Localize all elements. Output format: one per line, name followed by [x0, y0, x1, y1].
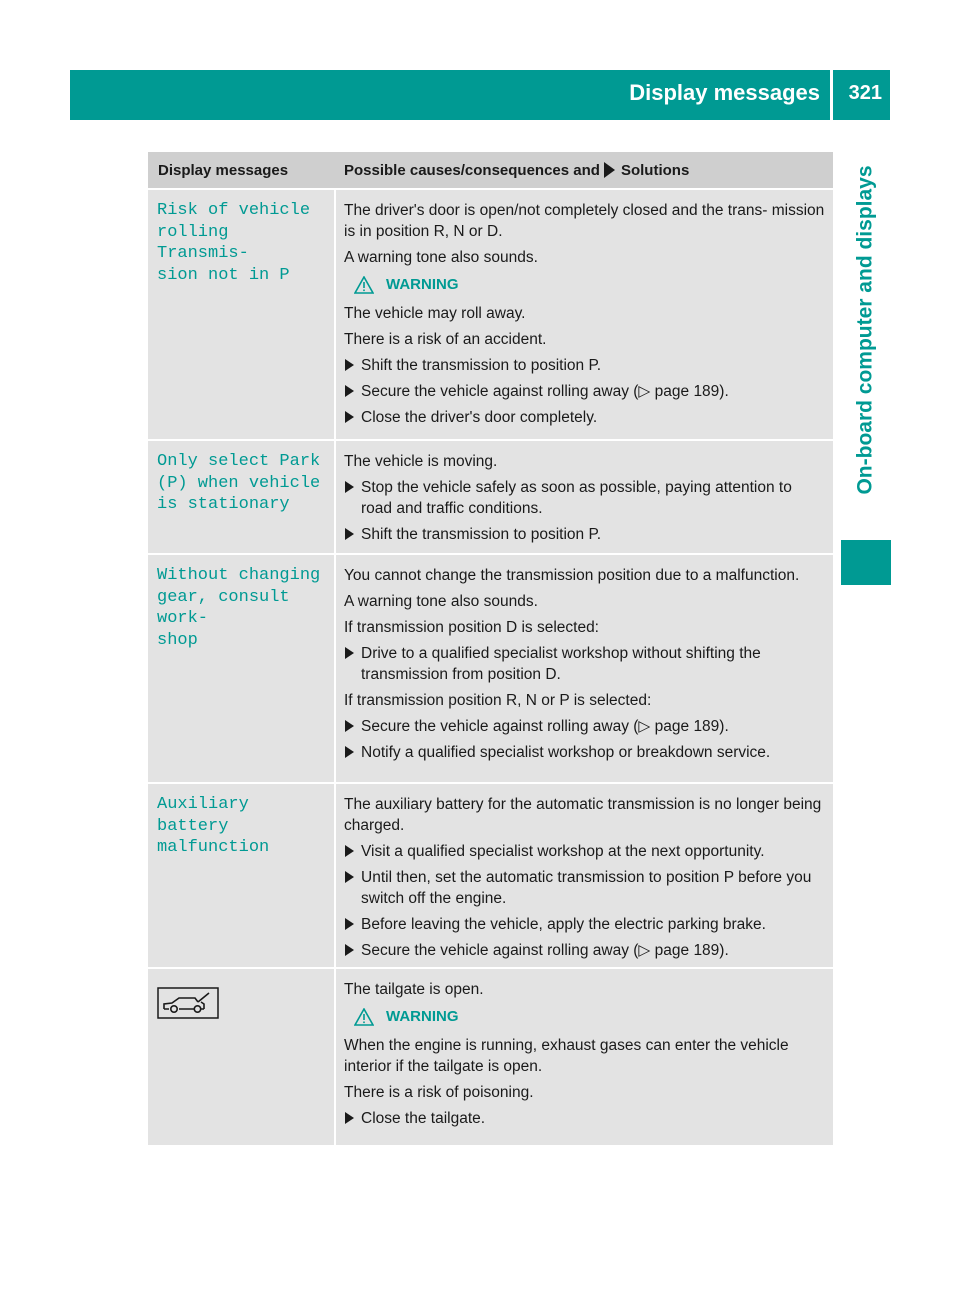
message-cell — [148, 784, 334, 967]
step-arrow-icon — [345, 647, 354, 659]
instruction-step: Notify a qualified specialist workshop or breakdown service. — [344, 742, 827, 763]
page-number: 321 — [848, 82, 882, 104]
page-title: Display messages — [629, 80, 820, 105]
header-divider — [830, 70, 833, 120]
side-tab — [841, 120, 891, 540]
cause-text: If transmission position R, N or P is selected: — [344, 692, 652, 709]
cause-text: The vehicle is moving. — [344, 453, 498, 470]
cause-text: A warning tone also sounds. — [344, 249, 538, 266]
instruction-step: Close the tailgate. — [344, 1108, 827, 1129]
step-arrow-icon — [345, 411, 354, 423]
solution-cell — [336, 784, 833, 967]
display-message-text: Risk of vehicle rolling Transmis‐ sion not in P — [157, 201, 311, 285]
cause-text: A warning tone also sounds. — [344, 593, 538, 610]
message-cell — [148, 190, 334, 439]
display-message-text: Only select Park (P) when vehicle is stationary — [157, 452, 321, 514]
header-bar — [70, 70, 890, 120]
message-cell — [148, 441, 334, 553]
step-arrow-icon — [345, 871, 354, 883]
side-tab-label: On-board computer and displays — [854, 165, 877, 495]
cause-text: The driver's door is open/not completely closed and the trans‐ mission is in position R, N or D. — [344, 202, 825, 240]
tailgate-open-icon — [157, 987, 219, 1019]
table-row — [148, 784, 833, 967]
step-arrow-icon — [345, 359, 354, 371]
instruction-step: Visit a qualified specialist workshop at the next opportunity. — [344, 841, 827, 862]
solution-cell — [336, 441, 833, 553]
instruction-step: Secure the vehicle against rolling away (▷ page 189). — [344, 716, 827, 737]
step-arrow-icon — [345, 481, 354, 493]
warning-text: There is a risk of poisoning. — [344, 1084, 534, 1101]
display-messages-table — [148, 152, 833, 1147]
instruction-step: Secure the vehicle against rolling away (▷ page 189). — [344, 381, 827, 402]
warning-heading — [354, 1006, 827, 1027]
step-arrow-icon — [345, 528, 354, 540]
warning-triangle-icon — [354, 276, 374, 294]
table-row — [148, 190, 833, 439]
warning-text: The vehicle may roll away. — [344, 305, 526, 322]
solution-cell — [336, 190, 833, 439]
step-arrow-icon — [345, 746, 354, 758]
step-arrow-icon — [345, 1112, 354, 1124]
instruction-step: Before leaving the vehicle, apply the electric parking brake. — [344, 914, 827, 935]
step-arrow-icon — [345, 385, 354, 397]
column-header-solutions — [334, 162, 833, 179]
warning-label: WARNING — [386, 276, 459, 293]
cause-text: The auxiliary battery for the automatic transmission is no longer being charged. — [344, 796, 822, 834]
instruction-step: Shift the transmission to position P. — [344, 524, 827, 545]
warning-text: When the engine is running, exhaust gases can enter the vehicle interior if the tailgate is open. — [344, 1037, 789, 1075]
instruction-step: Close the driver's door completely. — [344, 407, 827, 428]
column-header-causes: Possible causes/consequences and — [344, 161, 600, 179]
cause-text: You cannot change the transmission position due to a malfunction. — [344, 567, 800, 584]
solution-cell — [336, 969, 833, 1145]
action-arrow-icon — [604, 162, 615, 178]
step-arrow-icon — [345, 944, 354, 956]
step-arrow-icon — [345, 918, 354, 930]
table-row — [148, 969, 833, 1145]
display-message-text: Auxiliary battery malfunction — [157, 795, 270, 857]
warning-triangle-icon — [354, 1008, 374, 1026]
step-arrow-icon — [345, 720, 354, 732]
message-cell — [148, 555, 334, 782]
display-message-text: Without changing gear, consult work‐ shop — [157, 566, 321, 650]
instruction-step: Secure the vehicle against rolling away (▷ page 189). — [344, 940, 827, 961]
step-arrow-icon — [345, 845, 354, 857]
instruction-step: Drive to a qualified specialist workshop without shifting the transmission from position D. — [344, 643, 827, 685]
column-header-solutions-label: Solutions — [620, 161, 690, 179]
instruction-step: Shift the transmission to position P. — [344, 355, 827, 376]
warning-label: WARNING — [386, 1008, 459, 1025]
cause-text: The tailgate is open. — [344, 981, 484, 998]
warning-text: There is a risk of an accident. — [344, 331, 547, 348]
table-row — [148, 441, 833, 553]
column-header-messages: Display messages — [158, 161, 289, 179]
instruction-step: Stop the vehicle safely as soon as possible, paying attention to road and traffic conditions. — [344, 477, 827, 519]
message-cell — [148, 969, 334, 1145]
side-tab-marker — [841, 540, 891, 585]
instruction-step: Until then, set the automatic transmission to position P before you switch off the engine. — [344, 867, 827, 909]
table-header — [148, 152, 833, 188]
warning-heading — [354, 274, 827, 295]
solution-cell — [336, 555, 833, 782]
table-row — [148, 555, 833, 782]
cause-text: If transmission position D is selected: — [344, 619, 599, 636]
